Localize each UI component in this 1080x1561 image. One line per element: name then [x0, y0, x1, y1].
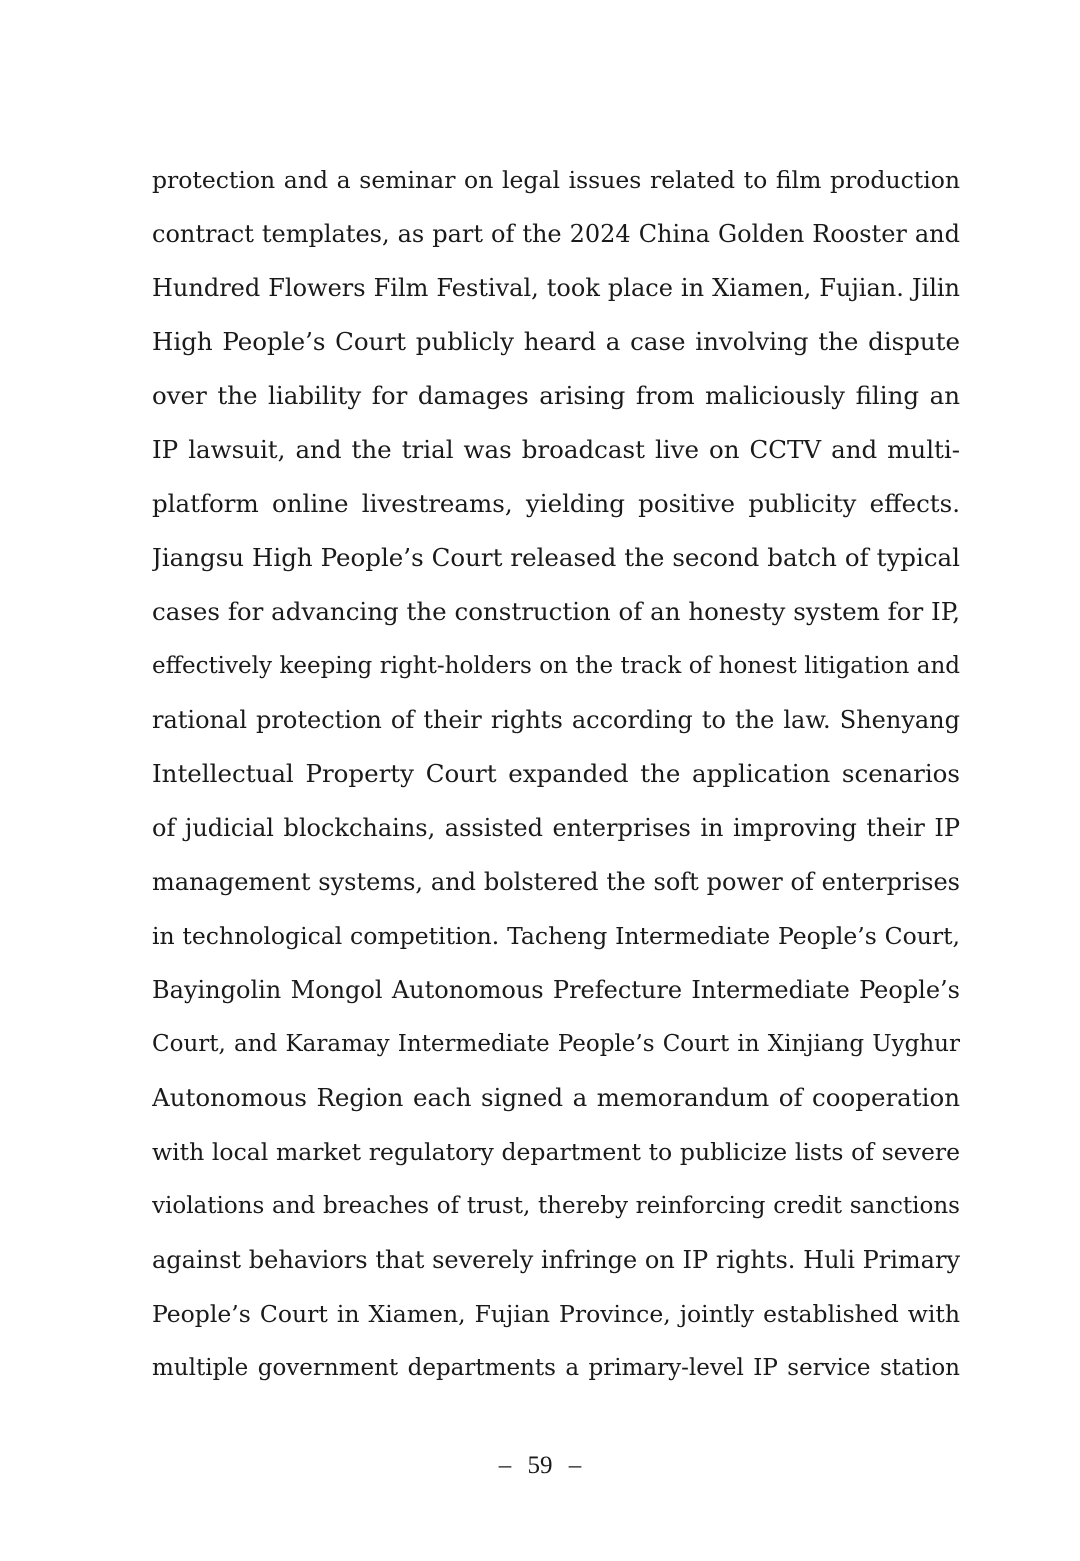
text-line: Jiangsu High People’s Court released the second batch of typical [152, 543, 960, 572]
text-line: with local market regulatory department to publicize lists of severe [152, 1138, 960, 1166]
text-line: platform online livestreams, yielding positive publicity effects. [152, 489, 960, 518]
page-number: – 59 – [498, 1452, 582, 1479]
text-line: multiple government departments a primary-level IP service station [152, 1355, 960, 1381]
text-line: cases for advancing the construction of an honesty system for IP, [152, 597, 960, 626]
text-line: of judicial blockchains, assisted enterprises in improving their IP [152, 814, 960, 842]
body-paragraph [152, 153, 960, 1395]
text-line: High People’s Court publicly heard a case involving the dispute [152, 327, 960, 356]
text-line: rational protection of their rights according to the law. Shenyang [152, 706, 960, 734]
text-line: effectively keeping right-holders on the track of honest litigation and [152, 653, 960, 679]
text-line: Hundred Flowers Film Festival, took place in Xiamen, Fujian. Jilin [152, 274, 960, 302]
text-line: IP lawsuit, and the trial was broadcast live on CCTV and multi- [152, 435, 960, 464]
text-line: against behaviors that severely infringe on IP rights. Huli Primary [152, 1246, 960, 1274]
text-line: management systems, and bolstered the soft power of enterprises [152, 868, 960, 896]
text-line: over the liability for damages arising from maliciously filing an [152, 381, 960, 410]
text-line: Intellectual Property Court expanded the application scenarios [152, 759, 960, 788]
text-line: violations and breaches of trust, thereby reinforcing credit sanctions [152, 1193, 960, 1219]
text-line: Bayingolin Mongol Autonomous Prefecture Intermediate People’s [152, 976, 960, 1004]
text-line: contract templates, as part of the 2024 China Golden Rooster and [152, 220, 960, 248]
text-line: Autonomous Region each signed a memorandum of cooperation [152, 1083, 960, 1112]
text-line: protection and a seminar on legal issues related to film production [152, 166, 960, 194]
text-line: People’s Court in Xiamen, Fujian Province, jointly established with [152, 1300, 960, 1328]
text-line: in technological competition. Tacheng Intermediate People’s Court, [152, 922, 960, 950]
text-line: Court, and Karamay Intermediate People’s Court in Xinjiang Uyghur [152, 1031, 960, 1057]
